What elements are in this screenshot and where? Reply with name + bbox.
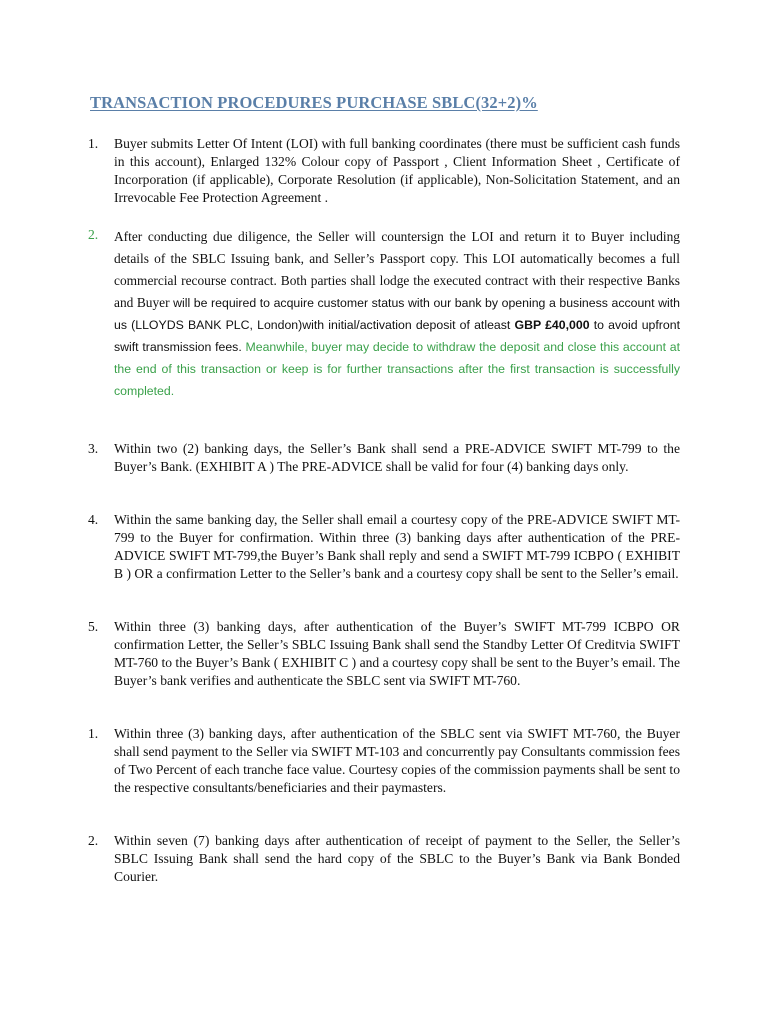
list-item: [88, 135, 680, 207]
item-number: 3.: [88, 441, 99, 456]
item-text: [114, 226, 680, 402]
list-item: [88, 618, 680, 690]
list-item: [88, 226, 680, 402]
document-title: TRANSACTION PROCEDURES PURCHASE SBLC(32+2)%: [90, 93, 538, 112]
item-text: Within two (2) banking days, the Seller’s Bank shall send a PRE-ADVICE SWIFT MT-799 to the Buyer’s Bank. (EXHIBIT A ) The PRE-ADVICE shall be valid for four (4) banking days only.: [114, 441, 680, 475]
list-item: [88, 440, 680, 476]
item-text: Within the same banking day, the Seller shall email a courtesy copy of the PRE-ADVICE SWIFT MT-799 to the Buyer for confirmation. Within three (3) banking days after authentication of the PRE-ADVICE SWIFT MT-799,the Buyer’s Bank shall reply and send a SWIFT MT-799 ICBPO ( EXHIBIT B ) OR a confirmation Letter to the Seller’s bank and a courtesy copy shall be sent to the Seller’s email.: [114, 512, 680, 582]
item-text: Buyer submits Letter Of Intent (LOI) with full banking coordinates (there must be sufficient cash funds in this account), Enlarged 132% Colour copy of Passport , Client Information Sheet , Certificate of Incorporation (if applicable), Corporate Resolution (if applicable), Non-Solicitation Statement, and an Irrevocable Fee Protection Agreement .: [114, 136, 680, 206]
item-text-part: will be required to acquire customer status with our bank by opening a business account with us (LLOYDS BANK PLC, London)with initial/activation deposit of atleast: [114, 296, 680, 332]
item-number: 2.: [88, 227, 99, 242]
item-text: Within seven (7) banking days after authentication of receipt of payment to the Seller, the Seller’s SBLC Issuing Bank shall send the hard copy of the SBLC to the Buyer’s Bank via Bank Bonded Courier.: [114, 833, 680, 885]
list-item: [88, 832, 680, 886]
item-number: 1.: [88, 136, 99, 151]
item-text: Within three (3) banking days, after authentication of the SBLC sent via SWIFT MT-760, the Buyer shall send payment to the Seller via SWIFT MT-103 and concurrently pay Consultants commission fees of Two Percent of each tranche face value. Courtesy copies of the commission payments shall be sent to the respective consultants/beneficiaries and their paymasters.: [114, 726, 680, 796]
item-number: 2.: [88, 833, 99, 848]
item-text-part: to avoid upfront swift transmission fees.: [114, 318, 680, 354]
item-text-part: After conducting due diligence, the Seller will countersign the LOI and return it to Buyer including details of the SBLC Issuing bank, and Seller’s Passport copy. This LOI automatically becomes a full commercial recourse contract. Both parties shall lodge the executed contract with their respective Banks and Buyer: [114, 229, 680, 310]
deposit-amount: GBP £40,000: [514, 318, 590, 332]
list-item: [88, 725, 680, 797]
list-item: [88, 511, 680, 583]
green-note: Meanwhile, buyer may decide to withdraw the deposit and close this account at the end of this transaction or keep is for further transactions after the first transaction is successfully completed.: [114, 340, 680, 398]
item-number: 4.: [88, 512, 99, 527]
item-number: 1.: [88, 726, 99, 741]
item-number: 5.: [88, 619, 99, 634]
item-text: Within three (3) banking days, after authentication of the Buyer’s SWIFT MT-799 ICBPO OR confirmation Letter, the Seller’s SBLC Issuing Bank shall send the Standby Letter Of Creditvia SWIFT MT-760 to the Buyer’s Bank ( EXHIBIT C ) and a courtesy copy shall be sent to the Buyer’s email. The Buyer’s bank verifies and authenticate the SBLC sent via SWIFT MT-760.: [114, 619, 680, 689]
